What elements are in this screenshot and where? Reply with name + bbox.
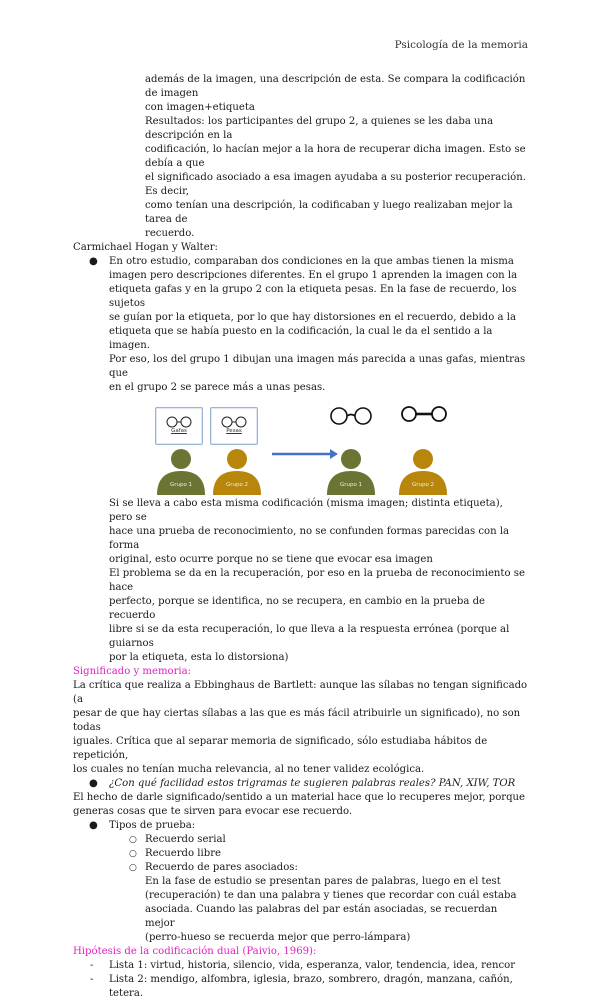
text-line: ¿Con qué facilidad estos trigramas te sugieren palabras reales? PAN, XIW, TOR	[109, 778, 516, 789]
trigram-bullet	[73, 777, 528, 791]
text-line: con imagen+etiqueta	[145, 102, 255, 113]
text-line: asociada. Cuando las palabras del par están asociadas, se recuerdan mejor	[145, 904, 498, 929]
text-line: Resultados: los participantes del grupo 2, a quienes se les daba una descripción en la	[145, 116, 494, 141]
bullet-dot: ●	[89, 820, 98, 831]
text-line: Lista 2: mendigo, alfombra, iglesia, brazo, sombrero, dragón, manzana, cañón, tetera.	[109, 974, 513, 999]
text-line: codificación, lo hacían mejor a la hora de recuperar dicha imagen. Esto se debía a que	[145, 144, 526, 169]
text-line: original, esto ocurre porque no se tiene que evocar esa imagen	[109, 554, 433, 565]
text-line: Recuerdo libre	[145, 848, 221, 859]
text-line: por la etiqueta, esta lo distorsiona)	[109, 652, 289, 663]
text-line: La crítica que realiza a Ebbinghaus de Bartlett: aunque las sílabas no tengan significado (a	[73, 680, 528, 705]
text-line: el significado asociado a esa imagen ayudaba a su posterior recuperación. Es decir,	[145, 172, 526, 197]
text-line: generas cosas que te sirven para evocar ese recuerdo.	[73, 806, 353, 817]
text-line: En otro estudio, comparaban dos condiciones en la que ambas tienen la misma	[109, 256, 514, 267]
text-line: El problema se da en la recuperación, por eso en la prueba de reconocimiento se hace	[109, 568, 525, 593]
circle-bullet-icon: ○	[129, 863, 137, 873]
carmichael-bullet	[73, 255, 528, 395]
group-tag: Grupo 1	[169, 482, 193, 488]
carmichael-heading: Carmichael Hogan y Walter:	[73, 242, 218, 253]
bullet-dot: ●	[89, 778, 98, 789]
text-line: Tipos de prueba:	[109, 820, 196, 831]
label-card-pesas	[210, 407, 258, 445]
list-item	[73, 973, 528, 1001]
text-line: Si se lleva a cabo esta misma codificación (misma imagen; distinta etiqueta), pero se	[109, 498, 503, 523]
group-tag: Grupo 2	[225, 482, 249, 488]
card-label: Gafas	[171, 428, 187, 434]
text-line: hace una prueba de reconocimiento, no se confunden formas parecidas con la forma	[109, 526, 510, 551]
glasses-shape-icon	[321, 404, 381, 428]
text-line: imagen pero descripciones diferentes. En el grupo 1 aprenden la imagen con la	[109, 270, 518, 281]
circle-bullet-icon: ○	[129, 835, 137, 845]
text-line: etiqueta gafas y en la grupo 2 con la etiqueta pesas. En la fase de recuerdo, los sujetos	[109, 284, 517, 309]
dash-bullet-icon: -	[90, 974, 94, 985]
text-line: iguales. Crítica que al separar memoria de significado, sólo estudiaba hábitos de repetición,	[73, 736, 488, 761]
text-line: pesar de que hay ciertas sílabas a las que es más fácil atribuirle un significado), no son todas	[73, 708, 521, 733]
tipos-bullet	[73, 819, 528, 833]
text-line: perfecto, porque se identifica, no se recupera, en cambio en la prueba de recuerdo	[109, 596, 486, 621]
card-label: Pesas	[226, 428, 242, 434]
text-line: (recuperación) te dan una palabra y tienes que recordar con cuál estaba	[145, 890, 517, 901]
text-line: (perro-hueso se recuerda mejor que perro-lámpara)	[145, 932, 411, 943]
text-line: en el grupo 2 se parece más a unas pesas.	[109, 382, 326, 393]
label-card-gafas	[155, 407, 203, 445]
bullet-dot: ●	[89, 256, 98, 267]
document-body	[73, 73, 528, 1001]
text-line: Lista 1: virtud, historia, silencio, vida, esperanza, valor, tendencia, idea, rencor	[109, 960, 516, 971]
dumbbell-shape-icon	[395, 402, 455, 426]
section-heading-dual: Hipótesis de la codificación dual (Paivio, 1969):	[73, 946, 317, 957]
sub-item	[73, 861, 528, 945]
carmichael-figure	[73, 401, 528, 495]
text-line: Recuerdo de pares asociados:	[145, 862, 298, 873]
dash-bullet-icon: -	[90, 960, 94, 971]
text-line: libre si se da esta recuperación, lo que lleva a la respuesta errónea (porque al guiarnos	[109, 624, 510, 649]
text-line: recuerdo.	[145, 228, 195, 239]
text-line: El hecho de darle significado/sentido a un material hace que lo recuperes mejor, porque	[73, 792, 526, 803]
section-heading-significado: Significado y memoria:	[73, 666, 192, 677]
text-line: En la fase de estudio se presentan pares de palabras, luego en el test	[145, 876, 501, 887]
running-header: Psicología de la memoria	[394, 39, 528, 51]
text-line: como tenían una descripción, la codificaban y luego realizaban mejor la tarea de	[145, 200, 513, 225]
group-tag: Grupo 2	[411, 482, 435, 488]
text-line: además de la imagen, una descripción de esta. Se compara la codificación de imagen	[145, 74, 526, 99]
sub-item	[73, 847, 528, 861]
list-item	[73, 959, 528, 973]
text-line: etiqueta que se había puesto en la codificación, la cual le da el sentido a la imagen.	[109, 326, 493, 351]
text-line: se guían por la etiqueta, por lo que hay distorsiones en el recuerdo, debido a la	[109, 312, 516, 323]
text-line: Recuerdo serial	[145, 834, 226, 845]
text-line: los cuales no tenían mucha relevancia, al no tener validez ecológica.	[73, 764, 425, 775]
group-tag: Grupo 1	[339, 482, 363, 488]
sub-item	[73, 833, 528, 847]
circle-bullet-icon: ○	[129, 849, 137, 859]
text-line: Por eso, los del grupo 1 dibujan una imagen más parecida a unas gafas, mientras que	[109, 354, 526, 379]
